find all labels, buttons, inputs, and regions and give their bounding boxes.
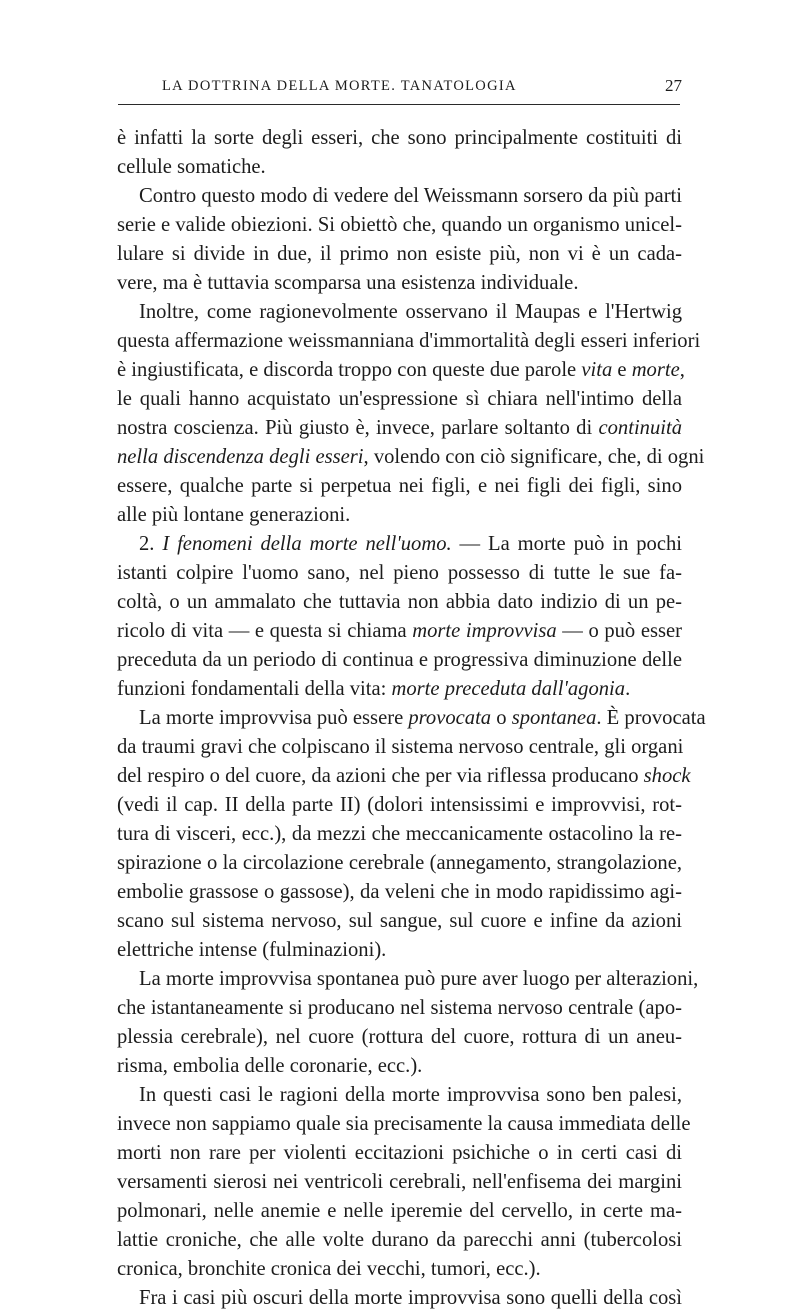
text-line: (vedi il cap. II della parte II) (dolori intensissimi e improvvisi, rot- xyxy=(117,794,682,816)
text-line: polmonari, nelle anemie e nelle iperemie del cervello, in certe ma- xyxy=(117,1200,682,1222)
text-line: Inoltre, come ragionevolmente osservano il Maupas e l'Hertwig xyxy=(139,301,682,323)
running-head xyxy=(114,76,684,102)
text-line: alle più lontane generazioni. xyxy=(117,504,351,526)
text-line: La morte improvvisa può essere provocata o spontanea. È provocata xyxy=(139,707,706,729)
text-line: serie e valide obiezioni. Si obiettò che, quando un organismo unicel- xyxy=(117,214,682,236)
text-line: è infatti la sorte degli esseri, che sono principalmente costituiti di xyxy=(117,127,682,149)
text-line: scano sul sistema nervoso, sul sangue, sul cuore e infine da azioni xyxy=(117,910,682,932)
text-line: La morte improvvisa spontanea può pure aver luogo per alterazioni, xyxy=(139,968,699,990)
text-line: morti non rare per violenti eccitazioni psichiche o in certi casi di xyxy=(117,1142,682,1164)
text-line: embolie grassose o gassose), da veleni che in modo rapidissimo agi- xyxy=(117,881,682,903)
text-line: plessia cerebrale), nel cuore (rottura del cuore, rottura di un aneu- xyxy=(117,1026,682,1048)
text-line: lulare si divide in due, il primo non esiste più, non vi è un cada- xyxy=(117,243,682,265)
section-heading-line: 2. I fenomeni della morte nell'uomo. — La morte può in pochi xyxy=(139,533,683,555)
text-line: Fra i casi più oscuri della morte improvvisa sono quelli della così xyxy=(139,1287,682,1309)
text-line: questa affermazione weissmanniana d'immortalità degli esseri inferiori xyxy=(117,330,701,352)
text-line: elettriche intense (fulminazioni). xyxy=(117,939,387,961)
text-line: vere, ma è tuttavia scomparsa una esistenza individuale. xyxy=(117,272,579,294)
body-text xyxy=(117,124,706,1313)
text-line: spirazione o la circolazione cerebrale (annegamento, strangolazione, xyxy=(117,852,682,874)
text-line: lattie croniche, che alle volte durano da parecchi anni (tubercolosi xyxy=(117,1229,682,1251)
text-line: le quali hanno acquistato un'espressione sì chiara nell'intimo della xyxy=(117,388,682,410)
text-line: essere, qualche parte si perpetua nei figli, e nei figli dei figli, sino xyxy=(117,475,682,497)
page-number: 27 xyxy=(665,76,682,95)
text-line: istanti colpire l'uomo sano, nel pieno possesso di tutte le sue fa- xyxy=(117,562,682,584)
text-line: da traumi gravi che colpiscano il sistema nervoso centrale, gli organi xyxy=(117,736,684,758)
header-rule xyxy=(118,104,680,105)
text-line: è ingiustificata, e discorda troppo con queste due parole vita e morte, xyxy=(117,359,685,381)
text-line: risma, embolia delle coronarie, ecc.). xyxy=(117,1055,423,1077)
text-line: versamenti sierosi nei ventricoli cerebrali, nell'enfisema dei margini xyxy=(117,1171,682,1193)
text-line: funzioni fondamentali della vita: morte preceduta dall'agonia. xyxy=(117,678,631,700)
text-line: nella discendenza degli esseri, volendo con ciò significare, che, di ogni xyxy=(117,446,705,468)
text-line: che istantaneamente si producano nel sistema nervoso centrale (apo- xyxy=(117,997,682,1019)
text-line: preceduta da un periodo di continua e progressiva diminuzione delle xyxy=(117,649,682,671)
text-line: del respiro o del cuore, da azioni che per via riflessa producano shock xyxy=(117,765,691,787)
text-line: cellule somatiche. xyxy=(117,156,266,178)
text-line: coltà, o un ammalato che tuttavia non abbia dato indizio di un pe- xyxy=(117,591,682,613)
text-line: tura di visceri, ecc.), da mezzi che meccanicamente ostacolino la re- xyxy=(117,823,682,845)
text-line: Contro questo modo di vedere del Weissmann sorsero da più parti xyxy=(139,185,682,207)
text-line: ricolo di vita — e questa si chiama morte improvvisa — o può esser xyxy=(117,620,682,642)
text-line: cronica, bronchite cronica dei vecchi, tumori, ecc.). xyxy=(117,1258,541,1280)
text-line: nostra coscienza. Più giusto è, invece, parlare soltanto di continuità xyxy=(117,417,682,439)
running-title: LA DOTTRINA DELLA MORTE. TANATOLOGIA xyxy=(162,78,517,94)
text-line: invece non sappiamo quale sia precisamente la causa immediata delle xyxy=(117,1113,691,1135)
text-line: In questi casi le ragioni della morte improvvisa sono ben palesi, xyxy=(139,1084,682,1106)
